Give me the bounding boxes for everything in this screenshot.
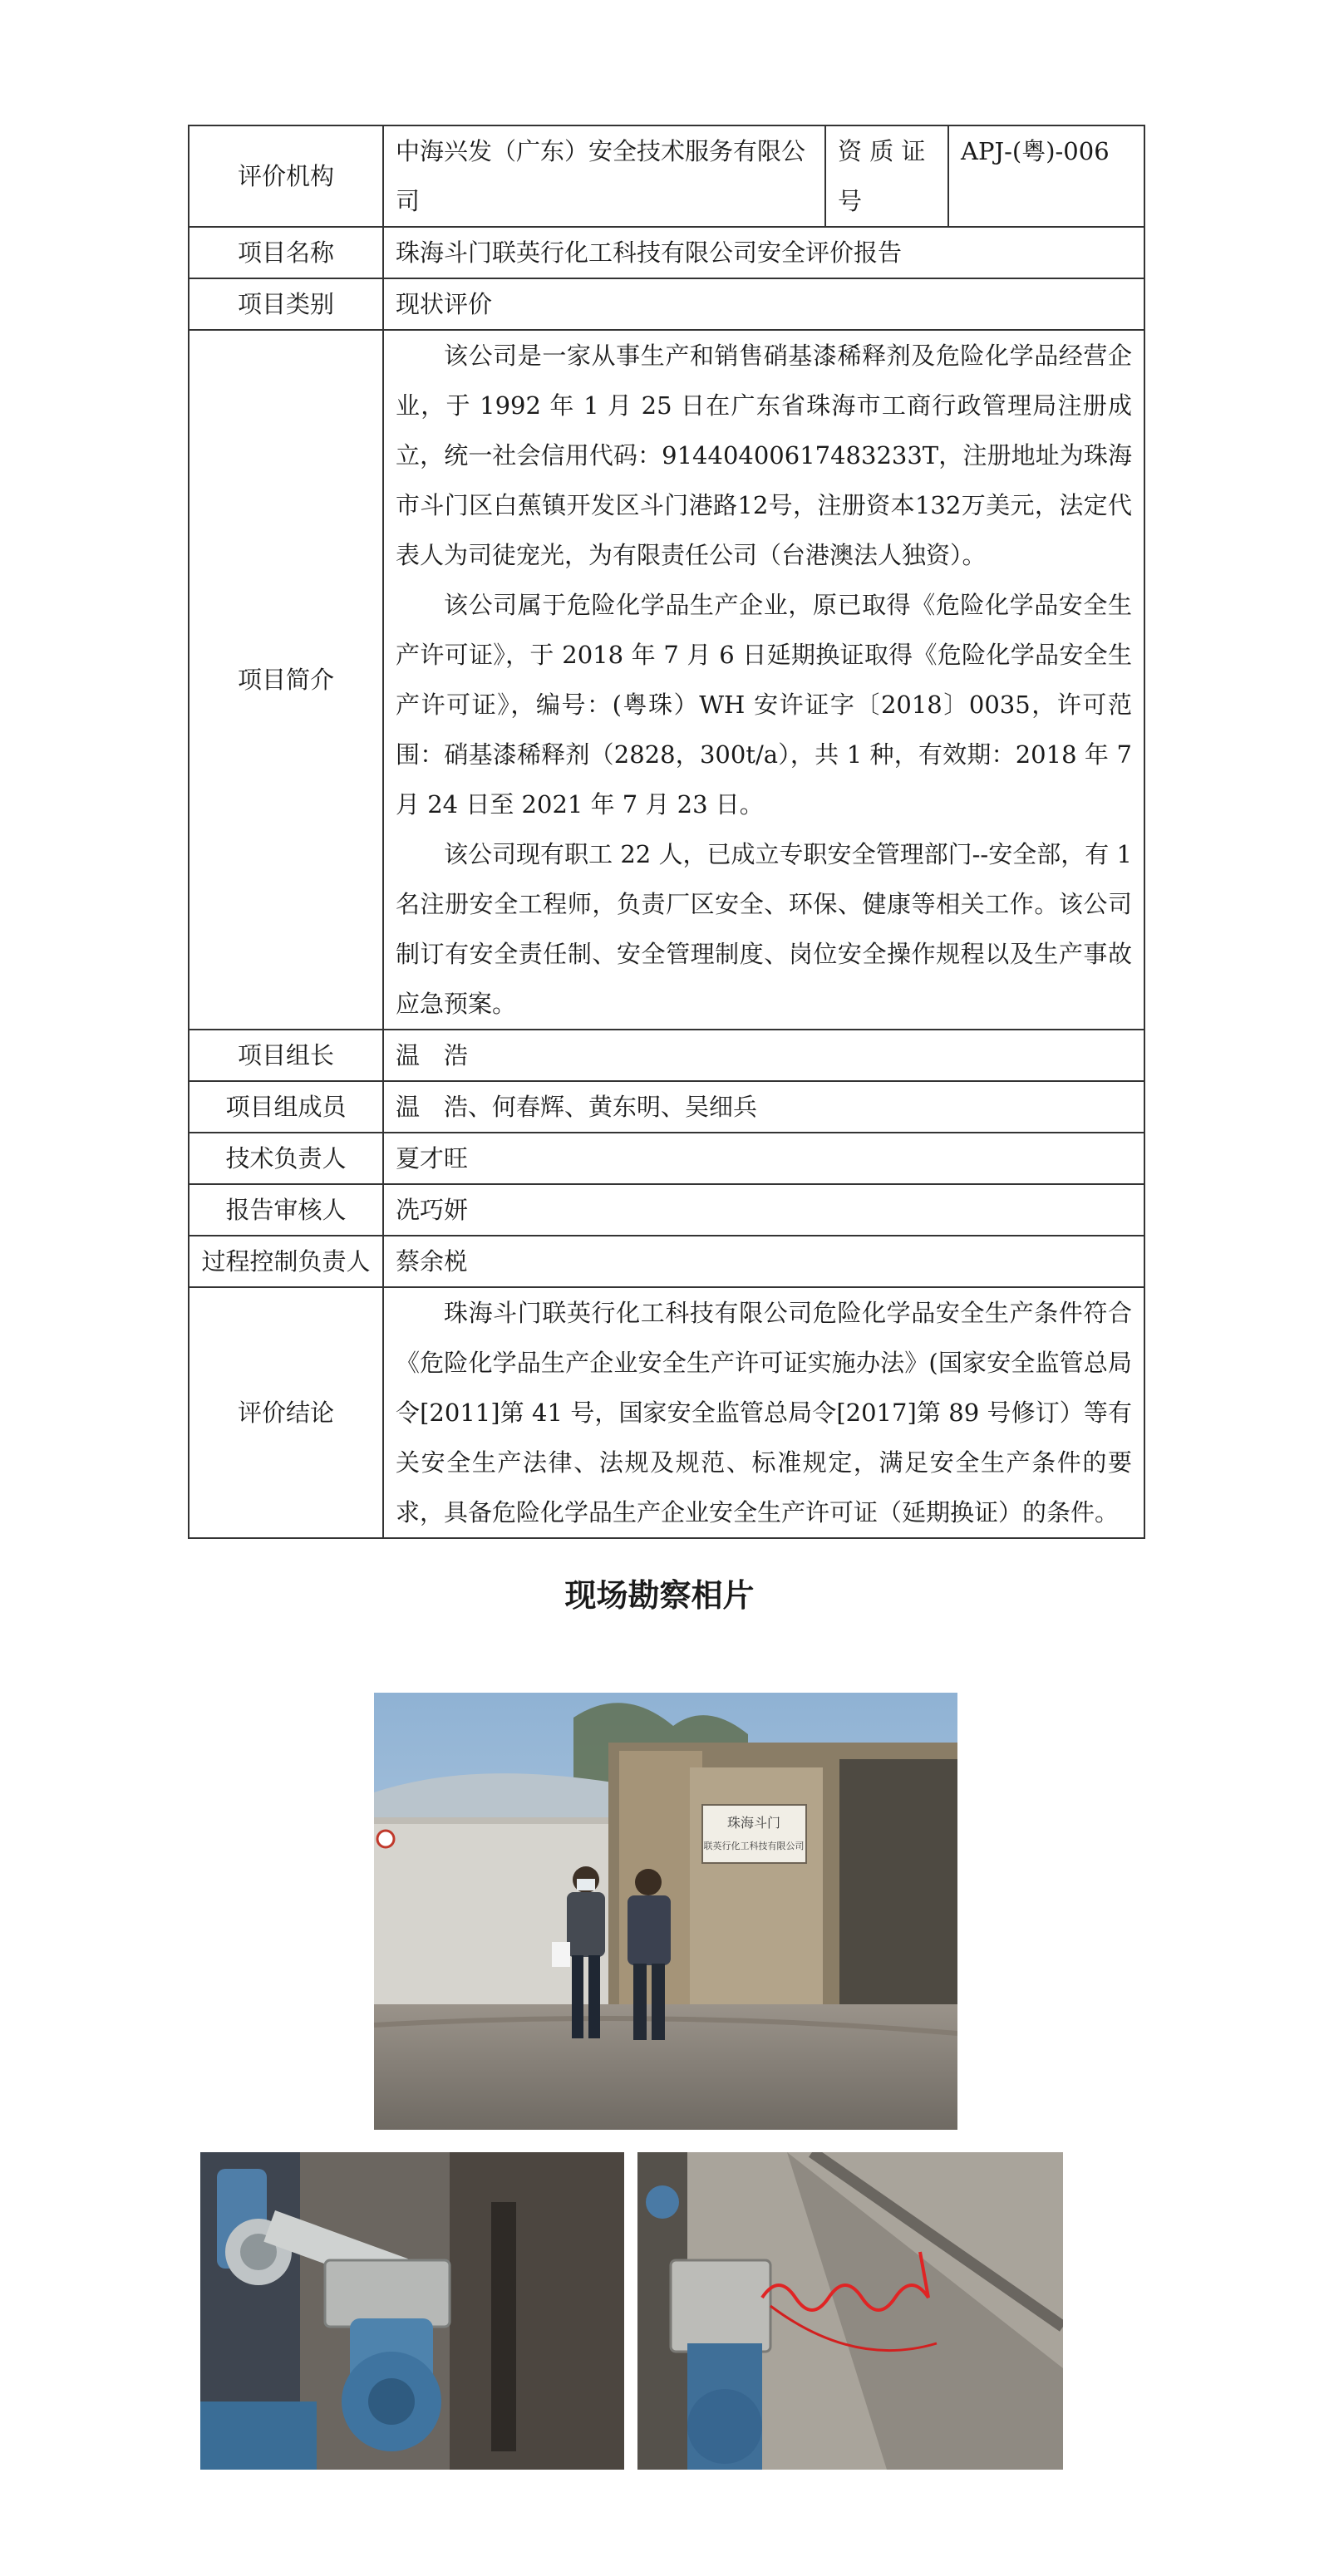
- cert-label: 资 质 证 号: [825, 125, 948, 227]
- equipment-photo-illustration: [200, 2152, 624, 2470]
- conclusion-text: 珠海斗门联英行化工科技有限公司危险化学品安全生产条件符合《危险化学品生产企业安全生产许可证实施办法》(国家安全监管总局令[2011]第 41 号，国家安全监管总局令[2017]第 89 号修订）等有关安全生产法律、法规及规范、标准规定，满足安全生产条件的要求，具备危险化学品生产企业安全生产许可证（延期换证）的条件。: [396, 1299, 1132, 1526]
- leader-label: 项目组长: [189, 1030, 383, 1081]
- evaluation-info-table: [188, 125, 1145, 1539]
- members-label: 项目组成员: [189, 1081, 383, 1133]
- site-photo-sensor: [637, 2152, 1063, 2470]
- gate-sign-line1: 珠海斗门: [726, 1815, 781, 1831]
- tech-lead-label: 技术负责人: [189, 1133, 383, 1184]
- reviewer-label: 报告审核人: [189, 1184, 383, 1236]
- tech-lead-value: 夏才旺: [383, 1133, 1144, 1184]
- org-value: 中海兴发（广东）安全技术服务有限公司: [383, 125, 825, 227]
- project-name-label: 项目名称: [189, 227, 383, 278]
- org-label: 评价机构: [189, 125, 383, 227]
- photos-title: 现场勘察相片: [564, 1577, 755, 1614]
- site-photo-equipment: [200, 2152, 624, 2470]
- gate-sign-line2: 联英行化工科技有限公司: [703, 1841, 805, 1851]
- leader-value: 温 浩: [383, 1030, 1144, 1081]
- sensor-photo-illustration: [637, 2152, 1063, 2470]
- conclusion-value: [383, 1287, 1144, 1538]
- project-name-value: 珠海斗门联英行化工科技有限公司安全评价报告: [383, 227, 1144, 278]
- process-control-value: 蔡余棁: [383, 1236, 1144, 1287]
- project-type-label: 项目类别: [189, 278, 383, 330]
- conclusion-label: 评价结论: [189, 1287, 383, 1538]
- project-intro-value: [383, 330, 1144, 1030]
- process-control-label: 过程控制负责人: [189, 1236, 383, 1287]
- site-photo-gate: [374, 1693, 957, 2130]
- gate-photo-illustration: [374, 1693, 957, 2130]
- project-type-value: 现状评价: [383, 278, 1144, 330]
- intro-paragraph: 该公司是一家从事生产和销售硝基漆稀释剂及危险化学品经营企业，于 1992 年 1 月 25 日在广东省珠海市工商行政管理局注册成立，统一社会信用代码：91440400617483233T，注册地址为珠海市斗门区白蕉镇开发区斗门港路12号，注册资本132万美元，法定代表人为司徒宠光，为有限责任公司（台港澳法人独资）。: [396, 342, 1132, 569]
- project-intro-label: 项目简介: [189, 330, 383, 1030]
- reviewer-value: 冼巧妍: [383, 1184, 1144, 1236]
- intro-paragraph: 该公司属于危险化学品生产企业，原已取得《危险化学品安全生产许可证》，于 2018 年 7 月 6 日延期换证取得《危险化学品安全生产许可证》，编号：(粤珠）WH 安许证字〔2018〕0035，许可范围：硝基漆稀释剂（2828，300t/a），共 1 种，有效期：2018 年 7 月 24 日至 2021 年 7 月 23 日。: [396, 591, 1132, 819]
- cert-value: APJ-(粤)-006: [948, 125, 1144, 227]
- members-value: 温 浩、何春辉、黄东明、吴细兵: [383, 1081, 1144, 1133]
- intro-paragraph: 该公司现有职工 22 人，已成立专职安全管理部门--安全部，有 1 名注册安全工程师，负责厂区安全、环保、健康等相关工作。该公司制订有安全责任制、安全管理制度、岗位安全操作规程以及生产事故应急预案。: [396, 840, 1132, 1018]
